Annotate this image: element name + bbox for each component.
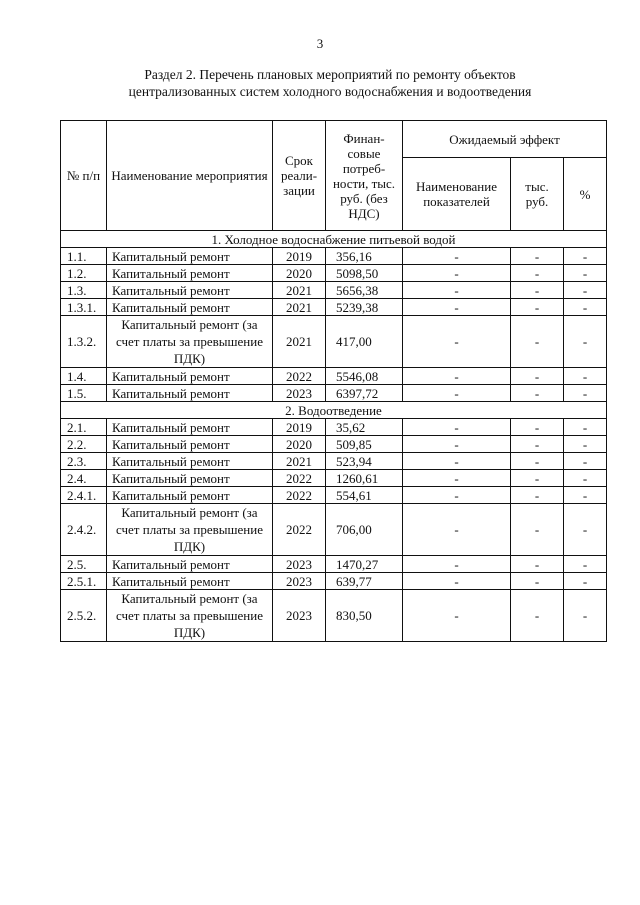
table-row <box>61 385 607 402</box>
implementation-year: 2019 <box>273 248 326 265</box>
measure-name: Капитальный ремонт <box>107 248 273 265</box>
effect-thousand-rub: - <box>511 419 564 436</box>
implementation-year: 2021 <box>273 316 326 368</box>
effect-thousand-rub: - <box>511 299 564 316</box>
financing-amount: 417,00 <box>326 316 403 368</box>
measure-name: Капитальный ремонт <box>107 299 273 316</box>
implementation-year: 2022 <box>273 504 326 556</box>
table-row <box>61 282 607 299</box>
indicator-name: - <box>403 470 511 487</box>
implementation-year: 2022 <box>273 487 326 504</box>
section-row <box>61 402 607 419</box>
effect-thousand-rub: - <box>511 316 564 368</box>
row-number: 2.5. <box>61 556 107 573</box>
row-number: 2.3. <box>61 453 107 470</box>
indicator-name: - <box>403 504 511 556</box>
col-header-percent: % <box>564 158 607 231</box>
implementation-year: 2019 <box>273 419 326 436</box>
col-header-term: Срок реали-зации <box>273 121 326 231</box>
effect-thousand-rub: - <box>511 573 564 590</box>
implementation-year: 2022 <box>273 368 326 385</box>
table-row <box>61 573 607 590</box>
col-header-finance: Финан-совые потреб-ности, тыс. руб. (без НДС) <box>326 121 403 231</box>
measure-name: Капитальный ремонт <box>107 419 273 436</box>
measure-name: Капитальный ремонт (за счет платы за превышение ПДК) <box>107 316 273 368</box>
section-heading <box>60 66 600 100</box>
implementation-year: 2023 <box>273 590 326 642</box>
table-row <box>61 265 607 282</box>
row-number: 2.2. <box>61 436 107 453</box>
measure-name: Капитальный ремонт <box>107 282 273 299</box>
row-number: 1.3.1. <box>61 299 107 316</box>
measure-name: Капитальный ремонт <box>107 487 273 504</box>
row-number: 1.1. <box>61 248 107 265</box>
measure-name: Капитальный ремонт <box>107 470 273 487</box>
financing-amount: 1470,27 <box>326 556 403 573</box>
measure-name: Капитальный ремонт <box>107 368 273 385</box>
indicator-name: - <box>403 299 511 316</box>
table-row <box>61 453 607 470</box>
indicator-name: - <box>403 556 511 573</box>
financing-amount: 5098,50 <box>326 265 403 282</box>
measure-name: Капитальный ремонт <box>107 265 273 282</box>
table-row <box>61 487 607 504</box>
indicator-name: - <box>403 316 511 368</box>
financing-amount: 5239,38 <box>326 299 403 316</box>
effect-percent: - <box>564 385 607 402</box>
implementation-year: 2021 <box>273 299 326 316</box>
effect-thousand-rub: - <box>511 282 564 299</box>
section-title: 2. Водоотведение <box>61 402 607 419</box>
table-row <box>61 299 607 316</box>
financing-amount: 706,00 <box>326 504 403 556</box>
financing-amount: 5656,38 <box>326 282 403 299</box>
row-number: 1.4. <box>61 368 107 385</box>
financing-amount: 639,77 <box>326 573 403 590</box>
financing-amount: 830,50 <box>326 590 403 642</box>
effect-thousand-rub: - <box>511 504 564 556</box>
indicator-name: - <box>403 573 511 590</box>
row-number: 2.4.1. <box>61 487 107 504</box>
table-row <box>61 556 607 573</box>
measure-name: Капитальный ремонт <box>107 385 273 402</box>
effect-percent: - <box>564 470 607 487</box>
effect-percent: - <box>564 436 607 453</box>
implementation-year: 2021 <box>273 453 326 470</box>
table-row <box>61 316 607 368</box>
financing-amount: 6397,72 <box>326 385 403 402</box>
effect-thousand-rub: - <box>511 436 564 453</box>
heading-line-1: Раздел 2. Перечень плановых мероприятий по ремонту объектов <box>144 67 516 82</box>
measures-table <box>60 120 607 642</box>
effect-thousand-rub: - <box>511 470 564 487</box>
section-row <box>61 231 607 248</box>
effect-thousand-rub: - <box>511 368 564 385</box>
table-row <box>61 470 607 487</box>
effect-percent: - <box>564 419 607 436</box>
row-number: 2.5.2. <box>61 590 107 642</box>
indicator-name: - <box>403 453 511 470</box>
measure-name: Капитальный ремонт <box>107 436 273 453</box>
financing-amount: 509,85 <box>326 436 403 453</box>
indicator-name: - <box>403 248 511 265</box>
table-row <box>61 368 607 385</box>
row-number: 1.5. <box>61 385 107 402</box>
effect-thousand-rub: - <box>511 487 564 504</box>
row-number: 2.4.2. <box>61 504 107 556</box>
effect-percent: - <box>564 299 607 316</box>
row-number: 1.3. <box>61 282 107 299</box>
row-number: 2.1. <box>61 419 107 436</box>
measure-name: Капитальный ремонт (за счет платы за превышение ПДК) <box>107 590 273 642</box>
effect-percent: - <box>564 368 607 385</box>
indicator-name: - <box>403 419 511 436</box>
financing-amount: 35,62 <box>326 419 403 436</box>
effect-percent: - <box>564 504 607 556</box>
measure-name: Капитальный ремонт <box>107 573 273 590</box>
indicator-name: - <box>403 368 511 385</box>
measure-name: Капитальный ремонт <box>107 453 273 470</box>
effect-percent: - <box>564 316 607 368</box>
financing-amount: 554,61 <box>326 487 403 504</box>
table-row <box>61 419 607 436</box>
effect-thousand-rub: - <box>511 385 564 402</box>
indicator-name: - <box>403 590 511 642</box>
table-row <box>61 590 607 642</box>
financing-amount: 523,94 <box>326 453 403 470</box>
row-number: 2.5.1. <box>61 573 107 590</box>
table-body <box>61 231 607 642</box>
row-number: 1.3.2. <box>61 316 107 368</box>
col-header-name: Наименование мероприятия <box>107 121 273 231</box>
effect-percent: - <box>564 248 607 265</box>
effect-thousand-rub: - <box>511 248 564 265</box>
indicator-name: - <box>403 385 511 402</box>
col-header-num: № п/п <box>61 121 107 231</box>
financing-amount: 356,16 <box>326 248 403 265</box>
financing-amount: 1260,61 <box>326 470 403 487</box>
effect-percent: - <box>564 590 607 642</box>
header-row-top <box>61 121 607 158</box>
col-header-effect: Ожидаемый эффект <box>403 121 607 158</box>
measure-name: Капитальный ремонт (за счет платы за превышение ПДК) <box>107 504 273 556</box>
effect-thousand-rub: - <box>511 590 564 642</box>
heading-line-2: централизованных систем холодного водоснабжения и водоотведения <box>128 84 532 99</box>
measure-name: Капитальный ремонт <box>107 556 273 573</box>
row-number: 1.2. <box>61 265 107 282</box>
implementation-year: 2023 <box>273 556 326 573</box>
indicator-name: - <box>403 436 511 453</box>
table-row <box>61 504 607 556</box>
row-number: 2.4. <box>61 470 107 487</box>
implementation-year: 2023 <box>273 573 326 590</box>
implementation-year: 2020 <box>273 436 326 453</box>
table-row <box>61 436 607 453</box>
effect-percent: - <box>564 556 607 573</box>
col-header-indicators: Наименование показателей <box>403 158 511 231</box>
effect-percent: - <box>564 265 607 282</box>
effect-thousand-rub: - <box>511 453 564 470</box>
col-header-thousand: тыс. руб. <box>511 158 564 231</box>
effect-percent: - <box>564 282 607 299</box>
table-row <box>61 248 607 265</box>
implementation-year: 2020 <box>273 265 326 282</box>
effect-thousand-rub: - <box>511 265 564 282</box>
implementation-year: 2023 <box>273 385 326 402</box>
indicator-name: - <box>403 282 511 299</box>
implementation-year: 2022 <box>273 470 326 487</box>
effect-percent: - <box>564 573 607 590</box>
indicator-name: - <box>403 487 511 504</box>
section-title: 1. Холодное водоснабжение питьевой водой <box>61 231 607 248</box>
page-number: 3 <box>316 36 324 51</box>
effect-percent: - <box>564 487 607 504</box>
effect-percent: - <box>564 453 607 470</box>
indicator-name: - <box>403 265 511 282</box>
financing-amount: 5546,08 <box>326 368 403 385</box>
effect-thousand-rub: - <box>511 556 564 573</box>
implementation-year: 2021 <box>273 282 326 299</box>
